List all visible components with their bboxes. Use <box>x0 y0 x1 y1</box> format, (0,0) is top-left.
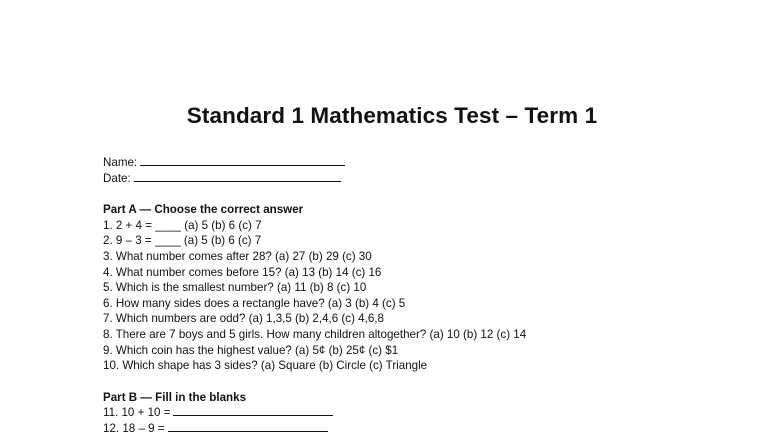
question-11-text: 11. 10 + 10 = <box>103 406 171 420</box>
question-12-blank[interactable] <box>168 422 328 432</box>
question-7: 7. Which numbers are odd? (a) 1,3,5 (b) 2,4,6 (c) 4,6,8 <box>103 312 384 326</box>
question-10: 10. Which shape has 3 sides? (a) Square (b) Circle (c) Triangle <box>103 359 428 373</box>
page-title: Standard 1 Mathematics Test – Term 1 <box>186 103 598 128</box>
name-field <box>103 155 743 171</box>
test-body <box>103 155 743 437</box>
date-field <box>103 171 743 187</box>
question-9: 9. Which coin has the highest value? (a) 5¢ (b) 25¢ (c) $1 <box>103 343 399 357</box>
question-6: 6. How many sides does a rectangle have? (a) 3 (b) 4 (c) 5 <box>103 296 406 310</box>
question-3: 3. What number comes after 28? (a) 27 (b) 29 (c) 30 <box>103 249 372 263</box>
question-11-blank[interactable] <box>173 406 333 416</box>
part-a-heading: Part A — Choose the correct answer <box>103 203 304 217</box>
question-5: 5. Which is the smallest number? (a) 11 (b) 8 (c) 10 <box>103 281 367 295</box>
question-8: 8. There are 7 boys and 5 girls. How many children altogether? (a) 10 (b) 12 (c) 14 <box>103 327 527 341</box>
part-b-heading: Part B — Fill in the blanks <box>103 390 247 404</box>
question-1: 1. 2 + 4 = ____ (a) 5 (b) 6 (c) 7 <box>103 218 262 232</box>
name-label: Name: <box>103 156 138 169</box>
name-answer-line[interactable] <box>140 156 345 166</box>
question-2: 2. 9 – 3 = ____ (a) 5 (b) 6 (c) 7 <box>103 234 262 248</box>
section-spacer <box>103 374 743 390</box>
section-spacer <box>103 186 743 202</box>
date-answer-line[interactable] <box>134 172 341 182</box>
question-4: 4. What number comes before 15? (a) 13 (b) 14 (c) 16 <box>103 265 382 279</box>
date-label: Date: <box>103 171 131 185</box>
question-12-text: 12. 18 – 9 = <box>103 421 165 435</box>
question-12 <box>103 421 743 437</box>
question-11 <box>103 405 743 421</box>
